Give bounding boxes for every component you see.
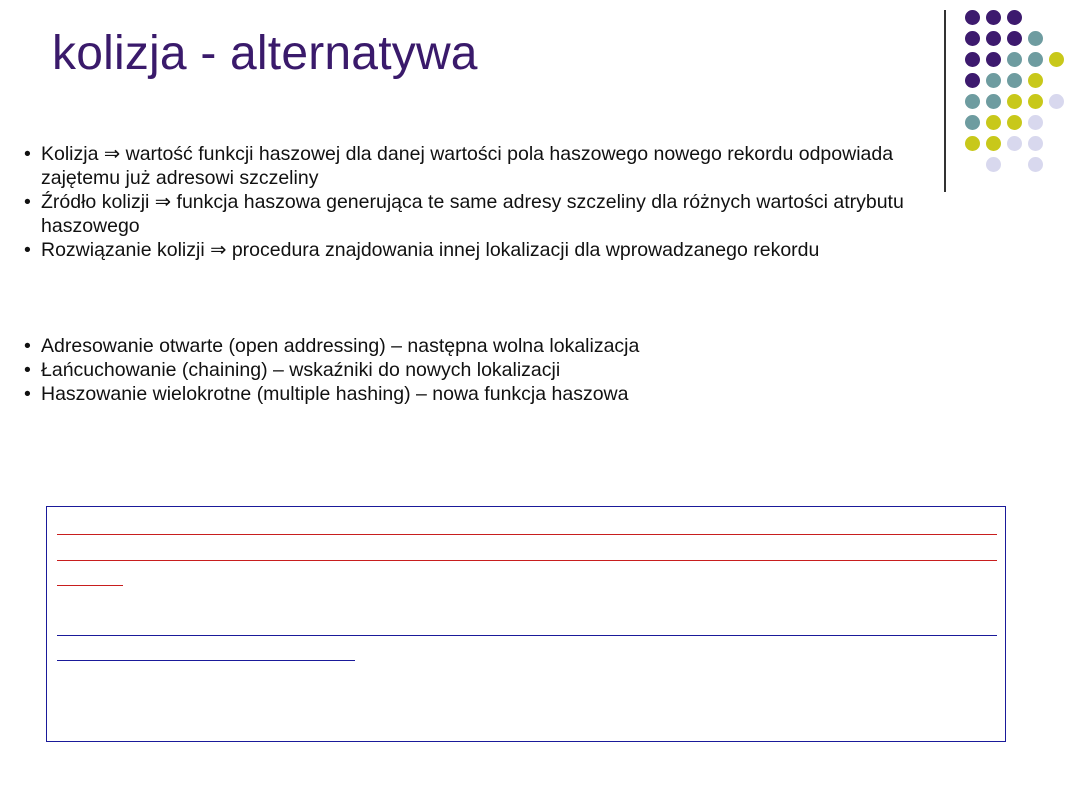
bullet-item: • Źródło kolizji ⇒ funkcja haszowa generująca te same adresy szczeliny dla różnych wartości atrybutu haszowego	[24, 190, 961, 238]
content-list	[24, 142, 1064, 406]
dot	[965, 52, 980, 67]
dot	[1028, 52, 1043, 67]
dot	[1007, 115, 1022, 130]
dot	[1028, 31, 1043, 46]
dot	[965, 94, 980, 109]
dot	[1007, 31, 1022, 46]
bullet-item: • Kolizja ⇒ wartość funkcji haszowej dla danej wartości pola haszowego nowego rekordu odpowiada zajętemu już adresowi szczeliny	[24, 142, 921, 190]
bullet-item: • Haszowanie wielokrotne (multiple hashing) – nowa funkcja haszowa	[24, 382, 1064, 406]
red-underline	[57, 560, 997, 561]
dot	[986, 115, 1001, 130]
dot	[1007, 52, 1022, 67]
dot	[986, 52, 1001, 67]
blue-underline	[57, 660, 355, 661]
blue-underline	[57, 635, 997, 636]
dot	[965, 115, 980, 130]
dot	[1049, 52, 1064, 67]
dot	[986, 10, 1001, 25]
dot	[986, 73, 1001, 88]
dot	[1028, 94, 1043, 109]
dot	[965, 31, 980, 46]
dot	[1007, 94, 1022, 109]
empty-notes-box	[46, 506, 1006, 742]
dot	[986, 94, 1001, 109]
slide-title: kolizja - alternatywa	[52, 27, 478, 80]
dot	[965, 73, 980, 88]
dot	[1028, 115, 1043, 130]
dot	[1028, 73, 1043, 88]
bullet-item: • Adresowanie otwarte (open addressing) – następna wolna lokalizacja	[24, 334, 1064, 358]
dot	[1007, 73, 1022, 88]
bullet-item: • Łańcuchowanie (chaining) – wskaźniki do nowych lokalizacji	[24, 358, 1064, 382]
dot	[965, 10, 980, 25]
dot	[1049, 94, 1064, 109]
dot	[1007, 10, 1022, 25]
red-underline	[57, 585, 123, 586]
bullet-item: • Rozwiązanie kolizji ⇒ procedura znajdowania innej lokalizacji dla wprowadzanego rekordu	[24, 238, 1071, 262]
red-underline	[57, 534, 997, 535]
dot	[986, 31, 1001, 46]
